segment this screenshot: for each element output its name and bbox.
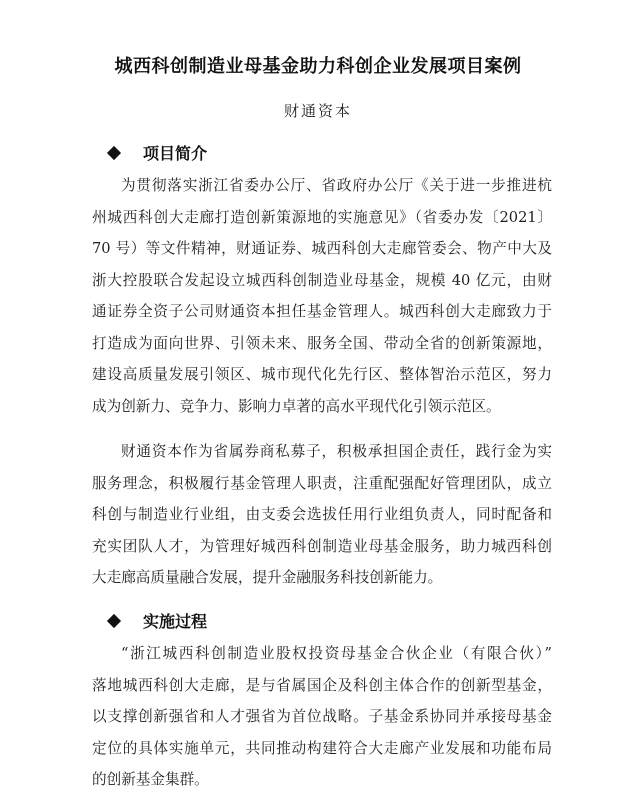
section-heading-label: 实施过程	[143, 612, 208, 631]
paragraph-line: 成为创新力、竞争力、影响力卓著的高水平现代化引领示范区。	[92, 397, 501, 415]
paragraph-line: 大走廊高质量融合发展，提升金融服务科技创新能力。	[92, 569, 443, 586]
paragraph-line: 财通资本作为省属券商私募子，积极承担国企责任，践行金为实	[121, 443, 552, 460]
paragraph-line: 落地城西科创大走廊，是与省属国企及科创主体合作的创新型基金，	[92, 676, 552, 694]
diamond-bullet-icon	[107, 613, 121, 627]
paragraph-line: 为贯彻落实浙江省委办公厅、省政府办公厅《关于进一步推进杭	[121, 177, 552, 194]
paragraph-process-1	[92, 638, 552, 796]
paragraph-line: “浙江城西科创制造业股权投资母基金合伙企业（有限合伙）”	[121, 645, 552, 662]
section-heading-process	[106, 609, 207, 632]
section-heading-label: 项目简介	[143, 144, 208, 163]
paragraph-line: 定位的具体实施单元，共同推动构建符合大走廊产业发展和功能布局	[92, 739, 552, 757]
paragraph-intro-2	[92, 436, 552, 594]
paragraph-line: 以支撑创新强省和人才强省为首位战略。子基金系协同并承接母基金	[92, 708, 552, 725]
document-title: 城西科创制造业母基金助力科创企业发展项目案例	[114, 56, 522, 77]
document-author: 财通资本	[283, 102, 352, 120]
paragraph-line: 通证券全资子公司财通资本担任基金管理人。城西科创大走廊致力于	[92, 303, 552, 320]
paragraph-intro-1	[92, 170, 552, 422]
paragraph-line: 建设高质量发展引领区、城市现代化先行区、整体智治示范区，努力	[92, 366, 552, 383]
section-heading-intro	[106, 141, 207, 164]
paragraph-line: 州城西科创大走廊打造创新策源地的实施意见》（省委办发〔2021〕	[92, 208, 552, 226]
paragraph-line: 打造成为面向世界、引领未来、服务全国、带动全省的创新策源地，	[92, 334, 552, 352]
paragraph-line: 充实团队人才，为管理好城西科创制造业母基金服务，助力城西科创	[92, 537, 552, 555]
diamond-bullet-icon	[107, 145, 121, 159]
paragraph-line: 70 号）等文件精神，财通证券、城西科创大走廊管委会、物产中大及	[92, 240, 552, 257]
paragraph-line: 浙大控股联合发起设立城西科创制造业母基金，规模 40 亿元，由财	[92, 271, 552, 289]
paragraph-line: 的创新基金集群。	[92, 771, 209, 788]
paragraph-line: 服务理念，积极履行基金管理人职责，注重配强配好管理团队，成立	[92, 474, 552, 492]
paragraph-line: 科创与制造业行业组，由支委会选拔任用行业组负责人，同时配备和	[92, 506, 552, 523]
